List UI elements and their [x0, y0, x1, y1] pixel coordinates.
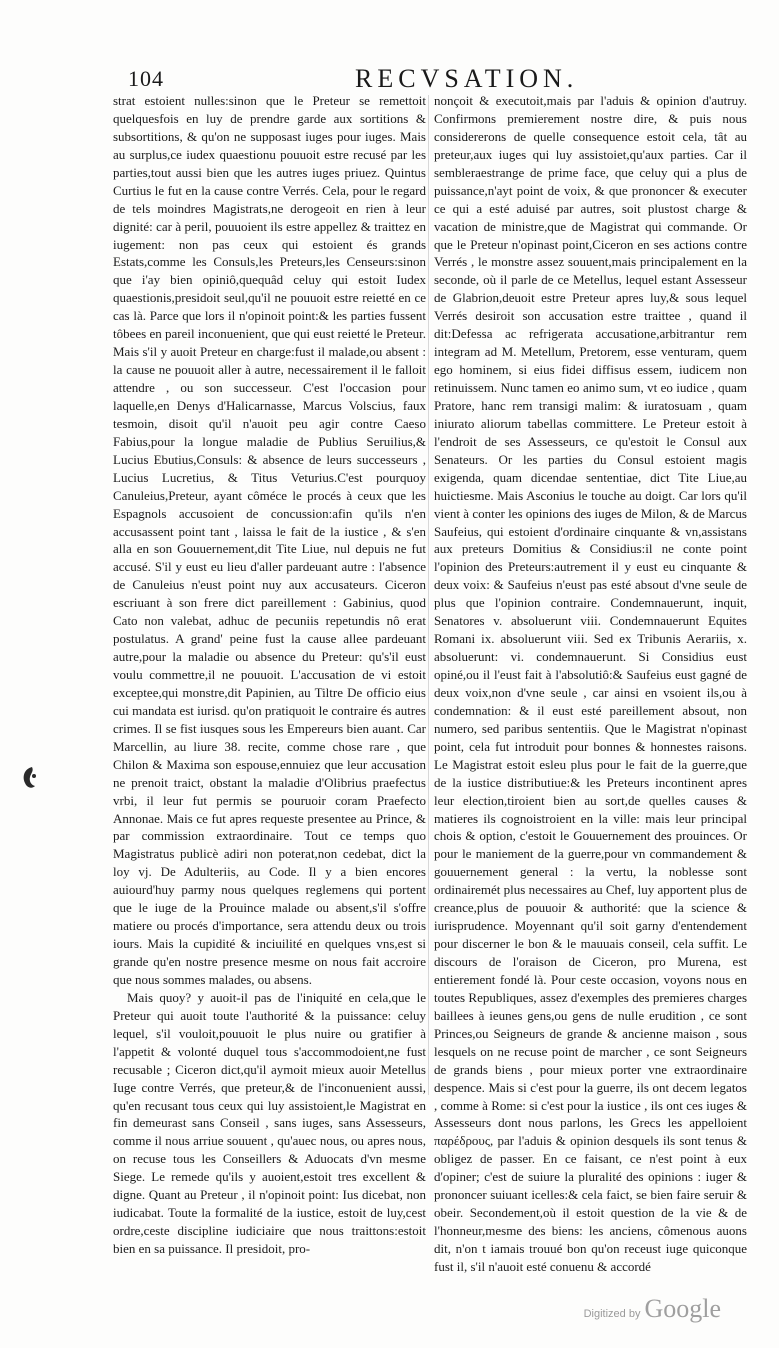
page-number: 104	[128, 66, 164, 91]
digitized-watermark	[584, 1294, 721, 1324]
right-paragraph-1: nonçoit & executoit,mais par l'aduis & opinion d'autruy. Confirmons premierement nostre dire, & puis nous considererons de quelle consequence estoit cela, tât au preteur,aux iuges qui luy assistoiet,qu'aux parties. Car il sembleraestrange de prime face, que celuy qui a plus de puissance,n'ayt point de voix, & que prononcer & executer ce qui a esté aduisé par autres, soit plustost charge & vacation de ministre,que de Magistrat qui commande. Or que le Preteur n'opinast point,Ciceron en ses actions contre Verrés , le monstre assez souuent,mais principalement en la seconde, où il parle de ce Metellus, lequel estant Assesseur de Glabrion,deuoit estre Preteur apres luy,& sous lequel Verrés desiroit son accusation estre traittee , quand il dit:Defessa ac refrigerata accusatione,arbitrantur rem integram ad M. Metellum, Pretorem, esse venturam, quem ego hominem, si eius fidei diffisus essem, iudicem non retinuissem. Nunc tamen eo animo sum, vt eo iudice , quam Pratore, hanc rem transigi malim: & iuratosuam , quam iniurato aliorum tabellas committere. Le Preteur estoit à l'endroit de ses Assesseurs, ce qu'estoit le Consul aux Senateurs. Or les parties du Consul estoient magis exigenda, quam dicendae sententiae, dict Tite Liue,au huictiesme. Mais Asconius le touche au doigt. Car lors qu'il vient à conter les opinions des iuges de Milon, & de Marcus Saufeius, qui estoient d'ordinaire cinquante & vn,assistans aux preteurs Domitius & Considius:il ne conte point l'opinion des Preteurs:autrement il y eust eu cinquante & deux voix: & Saufeius n'eust pas esté absout d'vne seule de plus que l'opinion contraire. Condemnauerunt, inquit, Senatores v. absoluerunt viii. Condemnauerunt Equites Romani ix. absoluerunt viii. Sed ex Tribunis Aerariis, x. absoluerunt: vi. condemnauerunt. Si Considius eust opiné,ou il l'eust fait à l'absolutiô:& Saufeius eust gagné de deux voix,non d'vne seule , car ainsi en vsoient ils,ou à condemnation: & il eust esté pareillement absout, non numero, sed paribus sententiis. Que le Magistrat n'opinast point, cela fut introduit pour bonnes & honnestes raisons. Le Magistrat estoit esleu plus pour le fait de la guerre,que de la iustice distributiue:& les Preteurs incontinent apres leur election,tiroient bien au sort,de quelles causes & matieres ils cognoistroient en la ville: mais leur principal chois & option, c'estoit le Gouuernement des prouinces. Or pour le maniement de la guerre,pour vn commandement & gouuernement general : la vertu, la noblesse sont ordinairemét plus necessaires au Chef, luy apportent plus de creance,plus de pouuoir & authorité: que la science & iurisprudence. Moyennant qu'il soit garny d'entendement pour discerner le bon & le mauuais conseil, cela suffit. Le discours de l'oraison de Ciceron, pro Murena, est entierement fondé là. Pour ceste occasion, voyons nous en toutes Republiques, assez d'exemples des premieres charges baillees à ieunes gens,ou gens de nulle erudition , ce sont Princes,ou Seigneurs de grande & ancienne maison , sous lesquels on ne recuse point de marcher , ce sont Seigneurs de grands biens , pour mieux porter vne extraordinaire despence. Mais si c'est pour la guerre, ils ont decem legatos , comme à Rome: si c'est pour la iustice , ils ont ces iuges & Assesseurs dont nous parlons, les Grecs les appelloient παρέδρους, par l'aduis & opinion desquels ils sont tenus & obligez de passer. En ce faisant, ce n'est point à eux d'opiner; c'est de suiure la pluralité des opinions : iuger & prononcer suiuant icelles:& cela faict, se bien faire seruir & obeir. Secondement,où il estoit question de la vie & de l'honneur,mesme des biens: les anciens, cômenous auons dit, n'on t iamais trouué bon qu'on receust iuge quiconque fust il, s'il n'auoit esté conuenu & accordé	[434, 93, 747, 1274]
ink-blot-mark	[20, 765, 38, 791]
google-logo: Google	[644, 1294, 721, 1323]
left-column	[113, 92, 426, 1258]
running-title: RECVSATION.	[355, 64, 579, 93]
left-paragraph-1: strat estoient nulles:sinon que le Preteur se remettoit quelquesfois en luy de prendre garde aux sortitions & subsortitions, & qu'on ne supposast iuges pour iuges. Mais au surplus,ce iudex quaestionu pouuoit estre recusé par les parties,tout aussi bien que les autres iuges priuez. Quintus Curtius le fut en la cause contre Verrés. Cela, pour le regard de tels moindres Magistrats,ne derogeoit en rien à leur dignité: car à peril, pouuoient ils estre appellez & traittez en iugement: non pas ceux qui estoient és grands Estats,comme les Consuls,les Preteurs,les Censeurs:sinon que i'ay bien opiniô,quequâd celuy qui estoit Iudex quaestionis,presidoit seul,qu'il ne pouuoit estre reietté en ce cas là. Parce que lors il n'opinoit point:& les parties fussent tôbees en pareil inconuenient, que qui eust reietté le Preteur. Mais s'il y auoit Preteur en charge:fust il malade,ou absent : la cause ne pouuoit aller à autre, necessairement il le falloit attendre , ou son successeur. C'est l'occasion pour laquelle,en Denys d'Halicarnasse, Marcus Volscius, faux tesmoin, disoit qu'il n'auoit peu agir contre Caeso Fabius,pour la longue maladie de Publius Seruilius,& Lucius Ebutius,Consuls: & absence de leurs successeurs , Lucius Lucretius, & Titus Veturius.C'est pourquoy Canuleius,Preteur, ayant côméce le procés à ceux que les Espagnols accusoient de concussion:afin qu'ils n'en accusassent point tant , laissa le fait de la iustice , & s'en alla en son Gouuernement,dit Tite Liue, nul depuis ne fut accusé. S'il y eust eu lieu d'aller pardeuant autre : l'absence de Canuleius n'eust point nuy aux accusateurs. Ciceron escriuant à son frere dict pareillement : Gabinius, quod Cato non valebat, adhuc de pecuniis repetundis nô erat postulatus. A grand' peine fust la cause allee pardeuant autre,pour la maladie ou absence du Preteur: qu's'il eust voulu commettre,il ne pouuoit. L'accusation de vi estoit exceptee,qui monstre,dit Papinien, au Tiltre De officio eius cui mandata est iurisd. qu'on pratiquoit le contraire és autres crimes. Il se fist iusques sous les Empereurs bien auant. Car Marcellin, au liure 38. recite, comme chose rare , que Chilon & Maxima son espouse,ennuiez que leur accusation ne prenoit traict, obstant la maladie d'Olibrius praefectus vrbi, il leur fut permis se pouruoir coram Praefecto Annonae. Mais ce fut apres requeste presentee au Prince, & par commission extraordinaire. Tout ce temps quo Magistratus publicè adiri non poterat,non cedebat, dict la loy vj. De Adulteriis, au Code. Il y a bien encores auiourd'huy parmy nous quelques reglemens qui portent que le iuge de la Prouince malade ou absent,s'il s'offre matiere ou procés d'importance, sera attendu deux ou trois iours. Mais la cupidité & inciuilité en quelques vns,est si grande qu'en nostre presence mesme on nous fait accroire que nous sommes malades, ou absens.	[113, 93, 426, 987]
digitized-by-text: Digitized by	[583, 1308, 641, 1320]
left-paragraph-2: Mais quoy? y auoit-il pas de l'iniquité en cela,que le Preteur qui auoit toute l'authorité & la puissance: celuy lequel, s'il vouloit,pouuoit le plus nuire ou gratifier à l'appetit & volonté duquel tous s'accommodoient,ne fust recusable ; Ciceron dict,qu'il aymoit mieux auoir Metellus Iuge contre Verrés, que preteur,& de l'inconuenient aussi, qu'en recusant tous ceux qui luy assistoient,le Magistrat en fin demeurast sans Conseil , sans iuges, sans Assesseurs, comme il nous arriue souuent , qu'auec nous, ou apres nous, on recuse tous les Conseillers & Aduocats d'vn mesme Siege. Le remede qu'ils y auoient,estoit tres excellent & digne. Quant au Preteur , il n'opinoit point: Ius dicebat, non iudicabat. Toute la formalité de la iustice, estoit de luy,cest ordre,ceste discipline iudiciaire que nous traittons:estoit bien en sa puissance. Il presidoit, pro-	[113, 989, 426, 1256]
right-column	[434, 92, 747, 1276]
column-gutter	[428, 95, 429, 1095]
